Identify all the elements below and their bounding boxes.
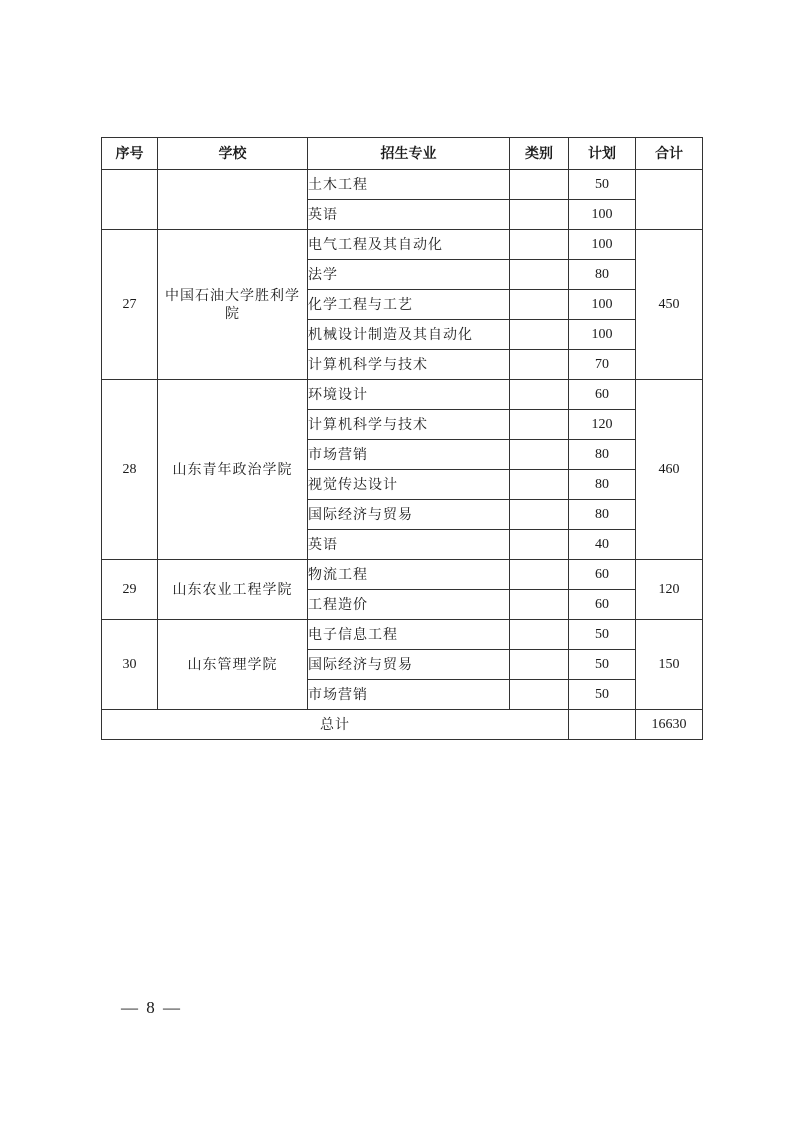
category-cell	[510, 170, 569, 200]
plan-cell: 70	[569, 350, 636, 380]
header-total: 合计	[636, 138, 703, 170]
category-cell	[510, 500, 569, 530]
school-total-cell: 450	[636, 230, 703, 380]
major-cell: 视觉传达设计	[308, 470, 510, 500]
plan-cell: 80	[569, 500, 636, 530]
major-cell: 英语	[308, 200, 510, 230]
table-row	[102, 560, 703, 590]
school-index-cell: 28	[102, 380, 158, 560]
major-cell: 物流工程	[308, 560, 510, 590]
major-cell: 化学工程与工艺	[308, 290, 510, 320]
major-cell: 国际经济与贸易	[308, 650, 510, 680]
category-cell	[510, 680, 569, 710]
school-index-cell: 30	[102, 620, 158, 710]
major-cell: 工程造价	[308, 590, 510, 620]
plan-cell: 50	[569, 170, 636, 200]
major-cell: 电子信息工程	[308, 620, 510, 650]
major-cell: 电气工程及其自动化	[308, 230, 510, 260]
major-cell: 环境设计	[308, 380, 510, 410]
header-school: 学校	[158, 138, 308, 170]
plan-cell: 60	[569, 560, 636, 590]
table-body	[102, 170, 703, 710]
category-cell	[510, 470, 569, 500]
school-name-cell: 中国石油大学胜利学院	[158, 230, 308, 380]
summary-total: 16630	[636, 710, 703, 740]
major-cell: 市场营销	[308, 680, 510, 710]
plan-cell: 60	[569, 380, 636, 410]
plan-cell: 100	[569, 200, 636, 230]
plan-cell: 80	[569, 260, 636, 290]
category-cell	[510, 560, 569, 590]
summary-plan	[569, 710, 636, 740]
plan-cell: 100	[569, 290, 636, 320]
table-row	[102, 380, 703, 410]
category-cell	[510, 440, 569, 470]
major-cell: 英语	[308, 530, 510, 560]
plan-cell: 40	[569, 530, 636, 560]
major-cell: 法学	[308, 260, 510, 290]
school-index-cell: 29	[102, 560, 158, 620]
header-index: 序号	[102, 138, 158, 170]
table-row	[102, 620, 703, 650]
plan-cell: 80	[569, 440, 636, 470]
plan-cell: 50	[569, 680, 636, 710]
summary-label: 总计	[102, 710, 569, 740]
category-cell	[510, 290, 569, 320]
enrollment-plan-table	[101, 137, 703, 740]
table-row	[102, 170, 703, 200]
plan-cell: 50	[569, 650, 636, 680]
school-name-cell: 山东青年政治学院	[158, 380, 308, 560]
school-total-cell: 460	[636, 380, 703, 560]
major-cell: 机械设计制造及其自动化	[308, 320, 510, 350]
school-total-cell	[636, 170, 703, 230]
major-cell: 计算机科学与技术	[308, 410, 510, 440]
category-cell	[510, 200, 569, 230]
category-cell	[510, 260, 569, 290]
major-cell: 国际经济与贸易	[308, 500, 510, 530]
plan-cell: 100	[569, 320, 636, 350]
plan-cell: 100	[569, 230, 636, 260]
table-header-row	[102, 138, 703, 170]
school-index-cell: 27	[102, 230, 158, 380]
header-plan: 计划	[569, 138, 636, 170]
school-total-cell: 120	[636, 560, 703, 620]
category-cell	[510, 230, 569, 260]
category-cell	[510, 350, 569, 380]
category-cell	[510, 620, 569, 650]
school-name-cell	[158, 170, 308, 230]
major-cell: 计算机科学与技术	[308, 350, 510, 380]
category-cell	[510, 410, 569, 440]
school-total-cell: 150	[636, 620, 703, 710]
header-major: 招生专业	[308, 138, 510, 170]
table-row	[102, 230, 703, 260]
major-cell: 市场营销	[308, 440, 510, 470]
category-cell	[510, 320, 569, 350]
major-cell: 土木工程	[308, 170, 510, 200]
category-cell	[510, 650, 569, 680]
category-cell	[510, 590, 569, 620]
plan-cell: 120	[569, 410, 636, 440]
header-category: 类别	[510, 138, 569, 170]
category-cell	[510, 380, 569, 410]
school-name-cell: 山东农业工程学院	[158, 560, 308, 620]
category-cell	[510, 530, 569, 560]
plan-cell: 50	[569, 620, 636, 650]
plan-cell: 80	[569, 470, 636, 500]
page-number: — 8 —	[121, 998, 182, 1017]
plan-cell: 60	[569, 590, 636, 620]
school-index-cell	[102, 170, 158, 230]
summary-row	[102, 710, 703, 740]
school-name-cell: 山东管理学院	[158, 620, 308, 710]
